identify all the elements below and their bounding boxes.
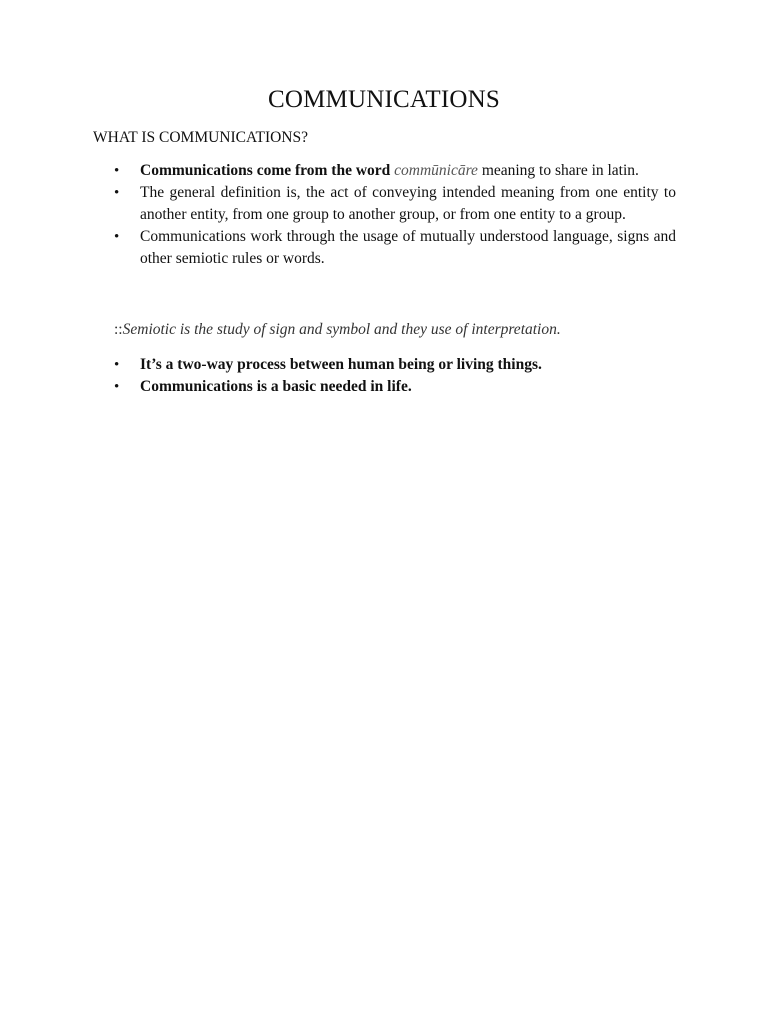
bullet-icon: • [114, 185, 120, 201]
item-text: Communications come from the word [140, 162, 395, 179]
semiotic-note [114, 321, 561, 339]
item-text: The general definition is, the act of conveying intended meaning from one entity to another entity, from one group to another group, or from one entity to a group. [140, 184, 676, 223]
item-text: Communications is a basic needed in life. [140, 378, 412, 395]
note-text: Semiotic is the study of sign and symbol and they use of interpretation. [122, 321, 561, 338]
document-title: COMMUNICATIONS [268, 86, 500, 113]
bullet-icon: • [114, 357, 120, 373]
section-heading: WHAT IS COMMUNICATIONS? [93, 129, 308, 146]
list-item [112, 354, 676, 376]
list-item [112, 160, 676, 182]
note-prefix: :: [114, 321, 123, 338]
bullet-icon: • [114, 379, 120, 395]
list-item [112, 376, 676, 398]
list-item [112, 226, 676, 270]
list-item [112, 182, 676, 226]
bullet-icon: • [114, 229, 120, 245]
item-text: Communications work through the usage of mutually understood language, signs and other semiotic rules or words. [140, 228, 676, 267]
item-text: It’s a two-way process between human being or living things. [140, 356, 542, 373]
definition-list [112, 160, 676, 270]
bullet-icon: • [114, 163, 120, 179]
summary-list [112, 354, 676, 398]
latin-word: commūnicāre [394, 162, 478, 179]
item-text-suffix: meaning to share in latin. [477, 162, 639, 179]
